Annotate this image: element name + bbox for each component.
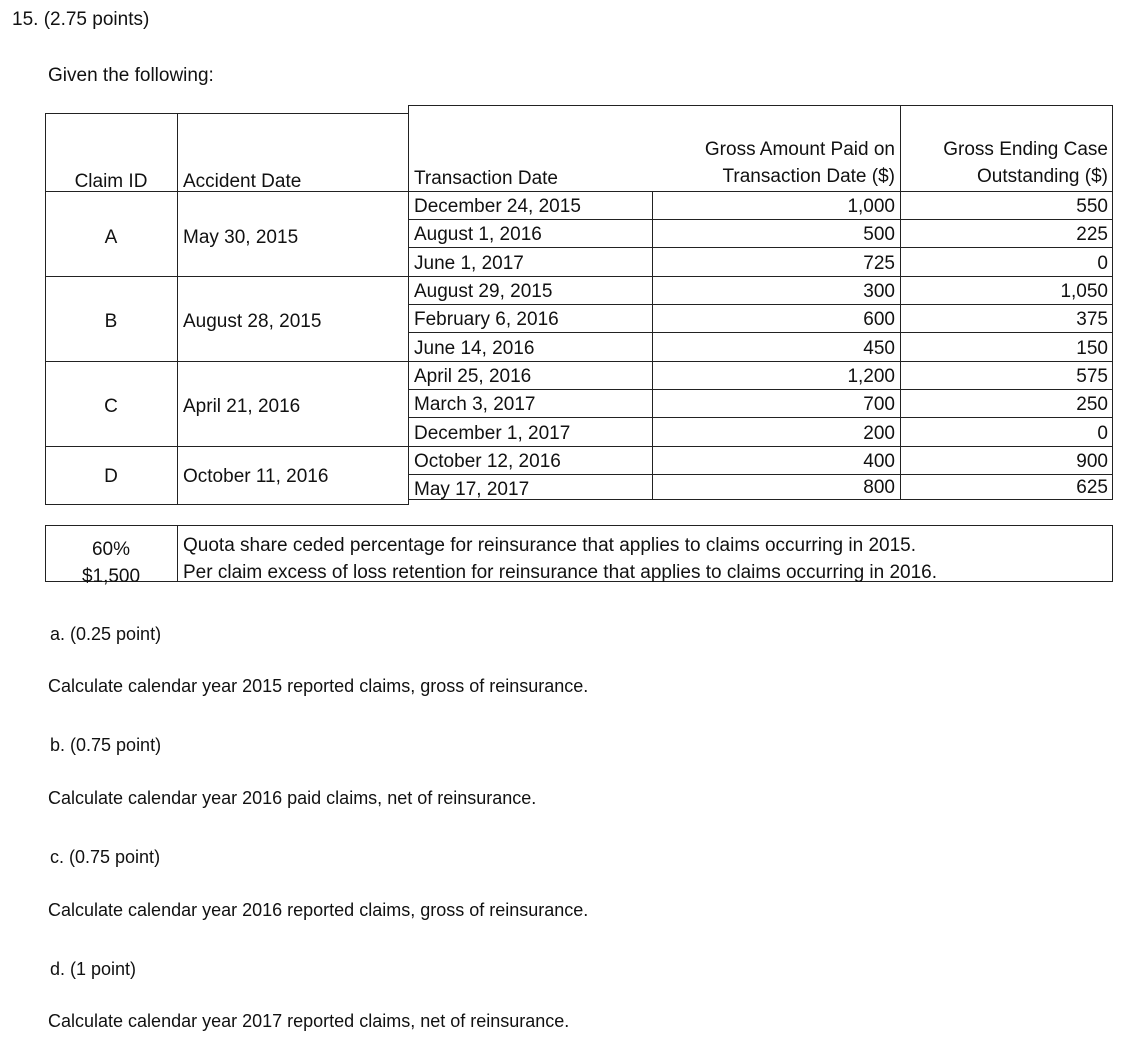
- gross-paid: 300: [863, 281, 895, 302]
- transaction-date: August 1, 2016: [414, 224, 542, 245]
- row-divider: [408, 389, 1113, 390]
- part-a-label: a. (0.25 point): [50, 624, 162, 644]
- part-d-text: Calculate calendar year 2017 reported claims, net of reinsurance.: [48, 1011, 570, 1031]
- part-a-text: Calculate calendar year 2015 reported claims, gross of reinsurance.: [48, 676, 589, 696]
- part-d-label: d. (1 point): [50, 959, 137, 979]
- group-divider: [45, 361, 409, 362]
- gross-paid: 400: [863, 451, 895, 472]
- reinsurance-divider: [177, 525, 178, 582]
- header-gross-paid-line2: Transaction Date ($): [722, 166, 895, 187]
- gross-paid: 1,000: [847, 196, 895, 217]
- accident-date: October 11, 2016: [183, 466, 329, 487]
- quota-share-description: Quota share ceded percentage for reinsurance that applies to claims occurring in 2015.: [183, 535, 916, 556]
- transaction-date: December 1, 2017: [414, 423, 571, 444]
- row-divider: [408, 417, 1113, 418]
- accident-date: April 21, 2016: [183, 396, 301, 417]
- question-title: 15. (2.75 points): [12, 9, 150, 30]
- claim-id: B: [104, 311, 118, 332]
- gross-outstanding: 625: [1076, 477, 1108, 498]
- transaction-date: June 1, 2017: [414, 253, 524, 274]
- row-divider: [408, 361, 1113, 362]
- row-divider: [408, 276, 1113, 277]
- transaction-date: February 6, 2016: [414, 309, 559, 330]
- transaction-date: May 17, 2017: [414, 479, 530, 500]
- gross-paid: 700: [863, 394, 895, 415]
- xol-retention-value: $1,500: [81, 566, 141, 587]
- header-gross-case-line2: Outstanding ($): [977, 166, 1108, 187]
- gross-paid: 600: [863, 309, 895, 330]
- row-divider: [408, 304, 1113, 305]
- gross-paid: 1,200: [847, 366, 895, 387]
- row-divider: [408, 446, 1113, 447]
- row-divider: [408, 474, 1113, 475]
- accident-date: August 28, 2015: [183, 311, 322, 332]
- claim-id: C: [104, 396, 118, 417]
- part-b-label: b. (0.75 point): [50, 735, 162, 755]
- gross-paid: 800: [863, 477, 895, 498]
- xol-retention-description: Per claim excess of loss retention for reinsurance that applies to claims occurring in 2016.: [183, 562, 938, 583]
- part-c-text: Calculate calendar year 2016 reported claims, gross of reinsurance.: [48, 900, 589, 920]
- quota-share-value: 60%: [91, 539, 131, 560]
- transaction-date: June 14, 2016: [414, 338, 535, 359]
- header-claim-id: Claim ID: [74, 171, 148, 192]
- gross-outstanding: 900: [1076, 451, 1108, 472]
- row-divider: [408, 247, 1113, 248]
- gross-outstanding: 225: [1076, 224, 1108, 245]
- gross-outstanding: 0: [1097, 253, 1108, 274]
- transaction-date: December 24, 2015: [414, 196, 581, 217]
- gross-outstanding: 1,050: [1060, 281, 1108, 302]
- transaction-date: April 25, 2016: [414, 366, 532, 387]
- gross-outstanding: 575: [1076, 366, 1108, 387]
- question-intro: Given the following:: [48, 65, 214, 86]
- group-divider: [45, 446, 409, 447]
- gross-outstanding: 150: [1076, 338, 1108, 359]
- gross-outstanding: 0: [1097, 423, 1108, 444]
- transaction-date: August 29, 2015: [414, 281, 553, 302]
- accident-date: May 30, 2015: [183, 227, 299, 248]
- transaction-date: March 3, 2017: [414, 394, 536, 415]
- gross-outstanding: 550: [1076, 196, 1108, 217]
- gross-paid: 200: [863, 423, 895, 444]
- header-accident-date: Accident Date: [183, 171, 302, 192]
- header-transaction-date: Transaction Date: [414, 168, 558, 189]
- row-divider: [408, 219, 1113, 220]
- gross-outstanding: 250: [1076, 394, 1108, 415]
- gross-paid: 450: [863, 338, 895, 359]
- row-divider: [408, 332, 1113, 333]
- claim-id: D: [104, 466, 118, 487]
- claim-id: A: [104, 227, 118, 248]
- gross-paid: 500: [863, 224, 895, 245]
- group-divider: [45, 276, 409, 277]
- gross-outstanding: 375: [1076, 309, 1108, 330]
- part-b-text: Calculate calendar year 2016 paid claims, net of reinsurance.: [48, 788, 537, 808]
- header-gross-case-line1: Gross Ending Case: [943, 139, 1108, 160]
- part-c-label: c. (0.75 point): [50, 847, 161, 867]
- transaction-date: October 12, 2016: [414, 451, 561, 472]
- gross-paid: 725: [863, 253, 895, 274]
- header-gross-paid-line1: Gross Amount Paid on: [704, 139, 895, 160]
